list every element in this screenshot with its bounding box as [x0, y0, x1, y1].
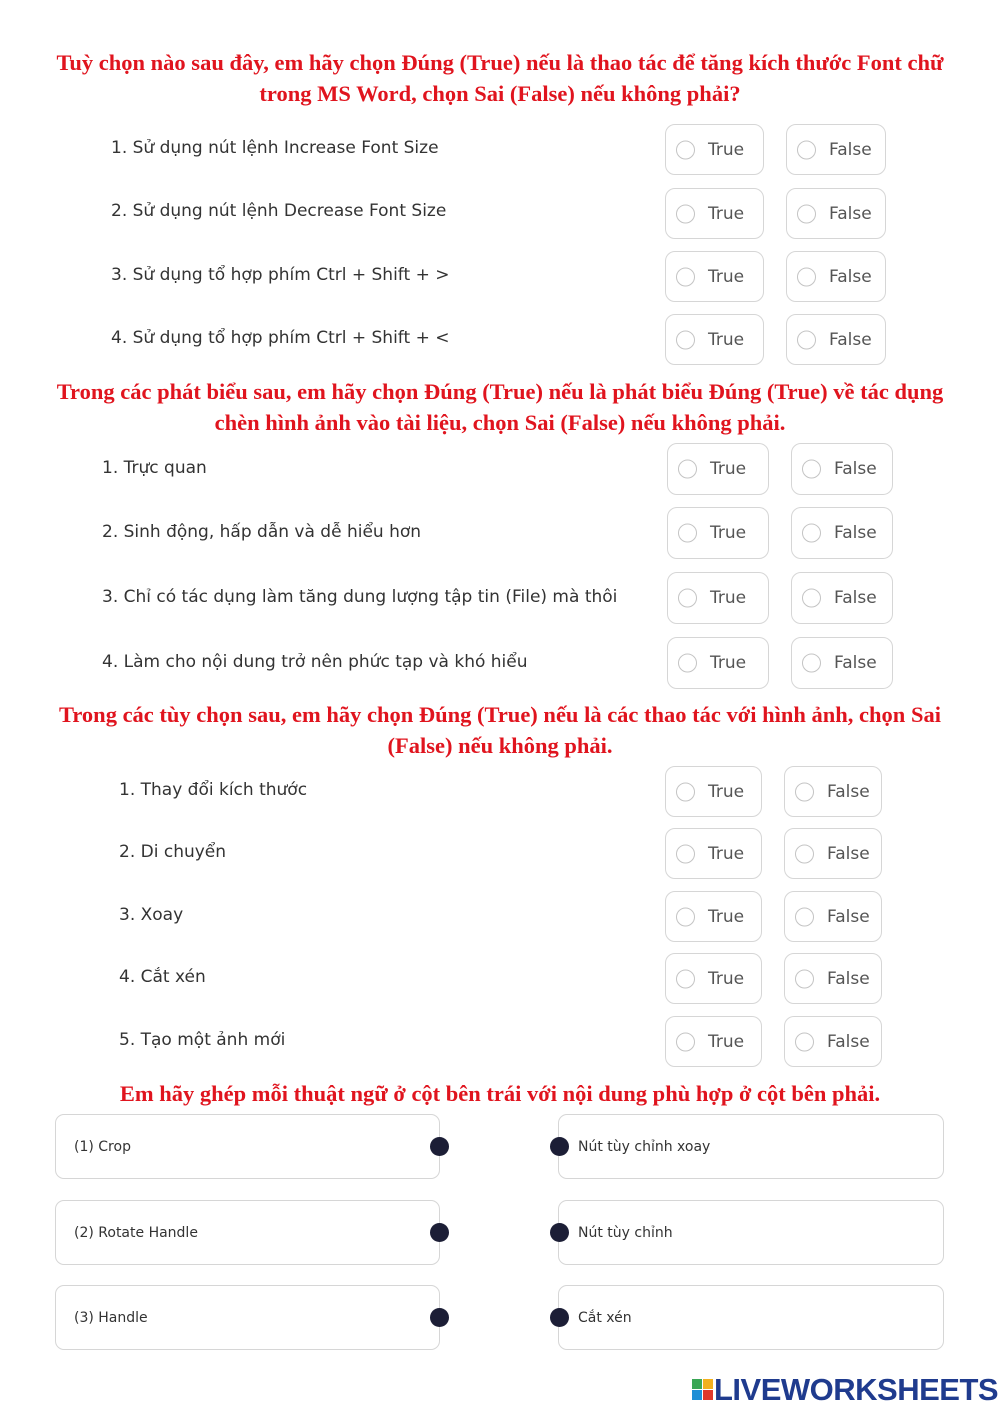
true-label: True: [710, 588, 747, 608]
match-right-item[interactable]: [558, 1114, 944, 1179]
radio-circle-icon[interactable]: [795, 782, 814, 801]
false-label: False: [829, 266, 872, 287]
false-label: False: [829, 139, 872, 160]
true-label: True: [708, 843, 745, 864]
radio-circle-icon[interactable]: [676, 782, 695, 801]
false-option-1-3[interactable]: [786, 251, 886, 302]
radio-circle-icon[interactable]: [802, 654, 821, 673]
false-option-3-4[interactable]: [784, 953, 882, 1004]
match-right-label: Nút tùy chỉnh: [578, 1224, 673, 1241]
match-left-item[interactable]: [55, 1285, 440, 1350]
radio-circle-icon[interactable]: [676, 969, 695, 988]
radio-circle-icon[interactable]: [802, 524, 821, 543]
false-option-2-3[interactable]: [791, 572, 893, 624]
radio-circle-icon[interactable]: [797, 140, 816, 159]
question-2-4: 4. Làm cho nội dung trở nên phức tạp và khó hiểu: [102, 652, 528, 672]
false-label: False: [829, 203, 872, 224]
radio-circle-icon[interactable]: [676, 330, 695, 349]
false-option-3-2[interactable]: [784, 828, 882, 879]
true-option-3-3[interactable]: [665, 891, 762, 942]
false-label: False: [834, 459, 877, 479]
question-2-3: 3. Chỉ có tác dụng làm tăng dung lượng tập tin (File) mà thôi: [102, 587, 618, 607]
match-right-item[interactable]: [558, 1200, 944, 1265]
radio-circle-icon[interactable]: [802, 460, 821, 479]
radio-circle-icon[interactable]: [797, 267, 816, 286]
match-left-item[interactable]: [55, 1114, 440, 1179]
false-option-2-2[interactable]: [791, 507, 893, 559]
radio-circle-icon[interactable]: [678, 460, 697, 479]
connector-dot-left-1[interactable]: [430, 1137, 449, 1156]
question-2-2: 2. Sinh động, hấp dẫn và dễ hiểu hơn: [102, 522, 422, 542]
connector-dot-left-2[interactable]: [430, 1223, 449, 1242]
question-3-3: 3. Xoay: [119, 905, 184, 925]
true-option-1-2[interactable]: [665, 188, 764, 239]
radio-circle-icon[interactable]: [676, 844, 695, 863]
false-option-1-1[interactable]: [786, 124, 886, 175]
radio-circle-icon[interactable]: [678, 524, 697, 543]
question-2-1: 1. Trực quan: [102, 458, 207, 478]
radio-circle-icon[interactable]: [797, 204, 816, 223]
radio-circle-icon[interactable]: [676, 204, 695, 223]
true-option-2-2[interactable]: [667, 507, 769, 559]
true-option-1-1[interactable]: [665, 124, 764, 175]
match-left-label: (1) Crop: [74, 1138, 131, 1155]
true-option-1-4[interactable]: [665, 314, 764, 365]
false-label: False: [827, 968, 870, 989]
false-option-2-1[interactable]: [791, 443, 893, 495]
liveworksheets-logo: [692, 1372, 999, 1407]
true-label: True: [710, 523, 747, 543]
true-option-3-2[interactable]: [665, 828, 762, 879]
section-1-heading: Tuỳ chọn nào sau đây, em hãy chọn Đúng (True) nếu là thao tác để tăng kích thước Font chữ trong MS Word, chọn Sai (False) nếu không phải?: [56, 50, 944, 106]
true-label: True: [708, 906, 745, 927]
radio-circle-icon[interactable]: [676, 267, 695, 286]
true-label: True: [710, 653, 747, 673]
false-label: False: [827, 781, 870, 802]
true-label: True: [708, 266, 745, 287]
radio-circle-icon[interactable]: [678, 589, 697, 608]
radio-circle-icon[interactable]: [795, 907, 814, 926]
radio-circle-icon[interactable]: [678, 654, 697, 673]
true-option-3-5[interactable]: [665, 1016, 762, 1067]
true-option-2-4[interactable]: [667, 637, 769, 689]
false-label: False: [834, 653, 877, 673]
true-label: True: [708, 329, 745, 350]
question-1-2: 2. Sử dụng nút lệnh Decrease Font Size: [111, 201, 447, 221]
false-label: False: [827, 1031, 870, 1052]
true-option-1-3[interactable]: [665, 251, 764, 302]
connector-dot-right-1[interactable]: [550, 1137, 569, 1156]
question-1-4: 4. Sử dụng tổ hợp phím Ctrl + Shift + <: [111, 328, 450, 348]
true-option-3-4[interactable]: [665, 953, 762, 1004]
radio-circle-icon[interactable]: [802, 589, 821, 608]
question-1-3: 3. Sử dụng tổ hợp phím Ctrl + Shift + >: [111, 265, 450, 285]
false-label: False: [829, 329, 872, 350]
section-3-heading: Trong các tùy chọn sau, em hãy chọn Đúng (True) nếu là các thao tác với hình ảnh, chọn Sai (False) nếu không phải.: [59, 702, 941, 758]
section-2-heading: Trong các phát biểu sau, em hãy chọn Đúng (True) nếu là phát biểu Đúng (True) về tác dụng chèn hình ảnh vào tài liệu, chọn Sai (False) nếu không phải.: [56, 379, 944, 435]
connector-dot-right-2[interactable]: [550, 1223, 569, 1242]
radio-circle-icon[interactable]: [795, 969, 814, 988]
match-right-item[interactable]: [558, 1285, 944, 1350]
radio-circle-icon[interactable]: [676, 140, 695, 159]
radio-circle-icon[interactable]: [797, 330, 816, 349]
true-option-2-1[interactable]: [667, 443, 769, 495]
true-label: True: [708, 203, 745, 224]
radio-circle-icon[interactable]: [795, 1032, 814, 1051]
connector-dot-right-3[interactable]: [550, 1308, 569, 1327]
false-label: False: [827, 906, 870, 927]
true-label: True: [708, 1031, 745, 1052]
match-left-label: (2) Rotate Handle: [74, 1224, 198, 1241]
match-right-label: Cắt xén: [578, 1309, 632, 1326]
liveworksheets-mark-icon: [692, 1379, 714, 1401]
matching-heading: Em hãy ghép mỗi thuật ngữ ở cột bên trái với nội dung phù hợp ở cột bên phải.: [119, 1081, 881, 1106]
true-label: True: [708, 139, 745, 160]
logo-text: LIVEWORKSHEETS: [714, 1372, 999, 1407]
match-left-item[interactable]: [55, 1200, 440, 1265]
match-left-label: (3) Handle: [74, 1309, 148, 1326]
false-label: False: [827, 843, 870, 864]
question-3-1: 1. Thay đổi kích thước: [119, 780, 308, 800]
true-label: True: [710, 459, 747, 479]
true-option-2-3[interactable]: [667, 572, 769, 624]
match-right-label: Nút tùy chỉnh xoay: [578, 1138, 711, 1155]
false-label: False: [834, 523, 877, 543]
question-3-2: 2. Di chuyển: [119, 842, 227, 862]
false-option-3-1[interactable]: [784, 766, 882, 817]
radio-circle-icon[interactable]: [795, 844, 814, 863]
false-option-3-5[interactable]: [784, 1016, 882, 1067]
question-3-4: 4. Cắt xén: [119, 967, 206, 987]
true-option-3-1[interactable]: [665, 766, 762, 817]
false-option-3-3[interactable]: [784, 891, 882, 942]
radio-circle-icon[interactable]: [676, 1032, 695, 1051]
radio-circle-icon[interactable]: [676, 907, 695, 926]
question-3-5: 5. Tạo một ảnh mới: [119, 1030, 286, 1050]
connector-dot-left-3[interactable]: [430, 1308, 449, 1327]
false-label: False: [834, 588, 877, 608]
false-option-1-4[interactable]: [786, 314, 886, 365]
false-option-1-2[interactable]: [786, 188, 886, 239]
true-label: True: [708, 968, 745, 989]
true-label: True: [708, 781, 745, 802]
question-1-1: 1. Sử dụng nút lệnh Increase Font Size: [111, 138, 439, 158]
false-option-2-4[interactable]: [791, 637, 893, 689]
